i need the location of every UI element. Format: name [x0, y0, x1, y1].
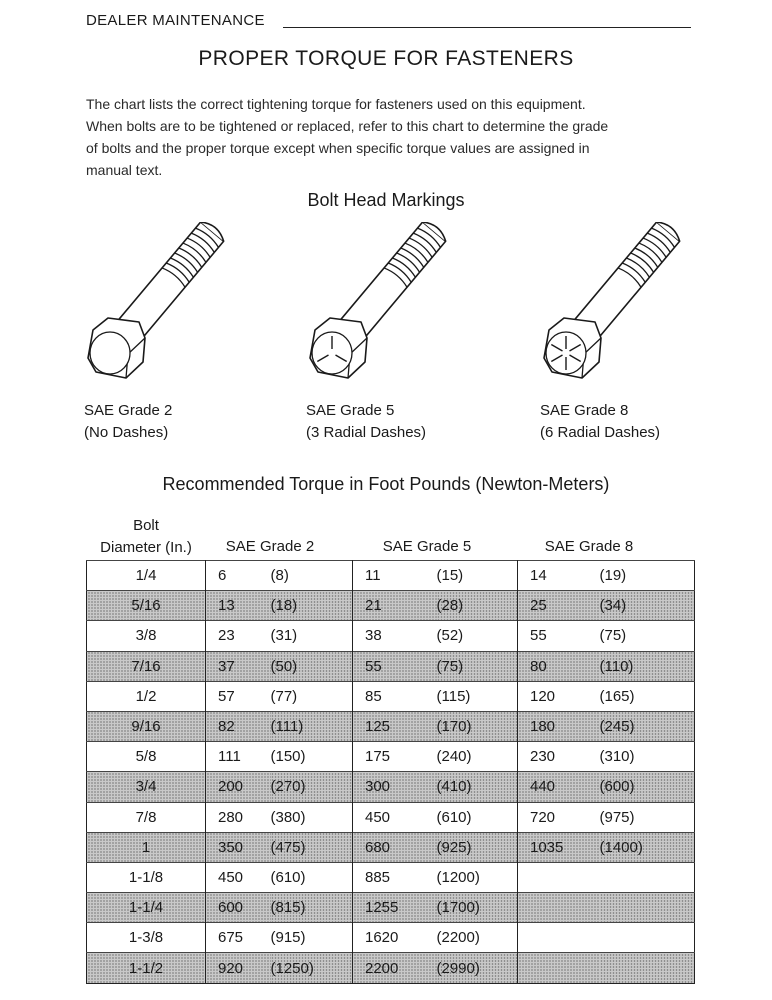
table-row: [87, 893, 695, 923]
grade-2-ftlb-cell: 450: [206, 862, 271, 892]
bolt-grade-5-icon: [306, 222, 506, 397]
intro-line: manual text.: [86, 162, 163, 178]
grade-8-ftlb-cell: 230: [518, 742, 600, 772]
torque-table-body: [87, 561, 695, 984]
intro-line: The chart lists the correct tightening torque for fasteners used on this equipment.: [86, 96, 586, 112]
table-row: [87, 711, 695, 741]
grade-2-nm-cell: (1250): [271, 953, 353, 983]
grade-8-ftlb-cell: 1035: [518, 832, 600, 862]
grade-2-ftlb-cell: 675: [206, 923, 271, 953]
grade-5-nm-cell: (925): [437, 832, 518, 862]
grade-2-nm-cell: (8): [271, 561, 353, 591]
page-header: [86, 12, 691, 34]
grade-8-ftlb-cell: 120: [518, 681, 600, 711]
grade-5-nm-cell: (1700): [437, 893, 518, 923]
grade-5-ftlb-cell: 1255: [353, 893, 437, 923]
table-row: [87, 742, 695, 772]
grade-2-ftlb-cell: 57: [206, 681, 271, 711]
grade-2-nm-cell: (111): [271, 711, 353, 741]
grade-2-ftlb-cell: 280: [206, 802, 271, 832]
table-row: [87, 802, 695, 832]
diameter-cell: 5/16: [87, 591, 206, 621]
grade-5-ftlb-cell: 450: [353, 802, 437, 832]
grade-2-nm-cell: (77): [271, 681, 353, 711]
diameter-cell: 9/16: [87, 711, 206, 741]
grade-5-nm-cell: (28): [437, 591, 518, 621]
bolt-marking-label: (No Dashes): [84, 424, 169, 441]
grade-8-ftlb-cell: 180: [518, 711, 600, 741]
grade-8-nm-cell: (310): [600, 742, 695, 772]
diameter-cell: 1-1/4: [87, 893, 206, 923]
diameter-cell: 1-1/2: [87, 953, 206, 983]
grade-8-ftlb-cell: [518, 953, 600, 983]
table-row: [87, 862, 695, 892]
grade-2-nm-cell: (270): [271, 772, 353, 802]
bolt-grade-label: SAE Grade 2: [84, 402, 173, 419]
grade-8-ftlb-cell: 80: [518, 651, 600, 681]
grade-8-nm-cell: (110): [600, 651, 695, 681]
bolt-grade-8: [540, 222, 740, 444]
grade-2-nm-cell: (31): [271, 621, 353, 651]
grade-2-ftlb-cell: 37: [206, 651, 271, 681]
grade-5-nm-cell: (2200): [437, 923, 518, 953]
grade-8-ftlb-cell: [518, 862, 600, 892]
grade-8-ftlb-cell: 440: [518, 772, 600, 802]
diameter-cell: 1-1/8: [87, 862, 206, 892]
grade-5-nm-cell: (115): [437, 681, 518, 711]
grade-5-nm-cell: (52): [437, 621, 518, 651]
column-header-diameter-line1: Bolt: [133, 517, 159, 534]
grade-2-ftlb-cell: 82: [206, 711, 271, 741]
header-rule: [283, 27, 691, 28]
grade-2-ftlb-cell: 13: [206, 591, 271, 621]
bolt-grade-label: SAE Grade 5: [306, 402, 395, 419]
grade-5-nm-cell: (1200): [437, 862, 518, 892]
diameter-cell: 5/8: [87, 742, 206, 772]
grade-5-ftlb-cell: 38: [353, 621, 437, 651]
grade-8-nm-cell: (34): [600, 591, 695, 621]
grade-2-nm-cell: (475): [271, 832, 353, 862]
intro-line: When bolts are to be tightened or replaced, refer to this chart to determine the grade: [86, 118, 609, 134]
grade-5-ftlb-cell: 300: [353, 772, 437, 802]
bolt-drawing: [88, 222, 227, 378]
grade-8-ftlb-cell: 25: [518, 591, 600, 621]
grade-2-nm-cell: (915): [271, 923, 353, 953]
table-row: [87, 772, 695, 802]
grade-8-ftlb-cell: [518, 923, 600, 953]
table-row: [87, 591, 695, 621]
grade-2-ftlb-cell: 350: [206, 832, 271, 862]
grade-2-ftlb-cell: 200: [206, 772, 271, 802]
bolt-drawing: [544, 222, 683, 378]
grade-5-nm-cell: (75): [437, 651, 518, 681]
grade-5-nm-cell: (15): [437, 561, 518, 591]
bolt-grade-5: [306, 222, 506, 444]
bolt-marking-label: (3 Radial Dashes): [306, 424, 427, 441]
intro-paragraph: [86, 93, 700, 181]
bolt-grade-label: SAE Grade 8: [540, 402, 629, 419]
table-row: [87, 832, 695, 862]
grade-8-nm-cell: [600, 893, 695, 923]
diameter-cell: 3/8: [87, 621, 206, 651]
table-row: [87, 621, 695, 651]
grade-2-nm-cell: (50): [271, 651, 353, 681]
grade-8-nm-cell: [600, 862, 695, 892]
grade-5-ftlb-cell: 85: [353, 681, 437, 711]
bolt-grade-2-icon: [84, 222, 284, 397]
diameter-cell: 1/2: [87, 681, 206, 711]
page-title: PROPER TORQUE FOR FASTENERS: [198, 47, 574, 70]
grade-8-ftlb-cell: 55: [518, 621, 600, 651]
intro-line: of bolts and the proper torque except when specific torque values are assigned in: [86, 140, 590, 156]
torque-table: [86, 560, 695, 984]
grade-8-nm-cell: (245): [600, 711, 695, 741]
bolt-marking-label: (6 Radial Dashes): [540, 424, 661, 441]
grade-8-ftlb-cell: [518, 893, 600, 923]
grade-5-nm-cell: (410): [437, 772, 518, 802]
table-row: [87, 651, 695, 681]
diameter-cell: 1/4: [87, 561, 206, 591]
diameter-cell: 1: [87, 832, 206, 862]
bolt-markings-title: Bolt Head Markings: [307, 190, 465, 210]
grade-5-ftlb-cell: 125: [353, 711, 437, 741]
column-header-grade-8: SAE Grade 8: [544, 538, 634, 555]
diameter-cell: 3/4: [87, 772, 206, 802]
grade-2-nm-cell: (815): [271, 893, 353, 923]
column-header-diameter-line2: Diameter (In.): [100, 539, 192, 556]
grade-2-ftlb-cell: 920: [206, 953, 271, 983]
column-header-grade-5: SAE Grade 5: [382, 538, 472, 555]
grade-2-nm-cell: (150): [271, 742, 353, 772]
grade-2-nm-cell: (18): [271, 591, 353, 621]
grade-2-ftlb-cell: 600: [206, 893, 271, 923]
grade-8-nm-cell: [600, 953, 695, 983]
grade-2-ftlb-cell: 111: [206, 742, 271, 772]
grade-8-ftlb-cell: 14: [518, 561, 600, 591]
grade-5-nm-cell: (610): [437, 802, 518, 832]
table-row: [87, 953, 695, 983]
table-row: [87, 681, 695, 711]
table-row: [87, 561, 695, 591]
grade-5-ftlb-cell: 55: [353, 651, 437, 681]
grade-8-nm-cell: (75): [600, 621, 695, 651]
diameter-cell: 7/16: [87, 651, 206, 681]
grade-5-nm-cell: (2990): [437, 953, 518, 983]
grade-8-nm-cell: [600, 923, 695, 953]
grade-8-nm-cell: (1400): [600, 832, 695, 862]
table-row: [87, 923, 695, 953]
grade-8-nm-cell: (19): [600, 561, 695, 591]
grade-5-nm-cell: (240): [437, 742, 518, 772]
grade-5-nm-cell: (170): [437, 711, 518, 741]
grade-2-nm-cell: (380): [271, 802, 353, 832]
grade-2-ftlb-cell: 23: [206, 621, 271, 651]
grade-5-ftlb-cell: 885: [353, 862, 437, 892]
grade-2-ftlb-cell: 6: [206, 561, 271, 591]
grade-8-ftlb-cell: 720: [518, 802, 600, 832]
bolt-grade-2: [84, 222, 284, 444]
grade-8-nm-cell: (975): [600, 802, 695, 832]
grade-8-nm-cell: (600): [600, 772, 695, 802]
diameter-cell: 7/8: [87, 802, 206, 832]
grade-5-ftlb-cell: 680: [353, 832, 437, 862]
column-header-grade-2: SAE Grade 2: [225, 538, 315, 555]
diameter-cell: 1-3/8: [87, 923, 206, 953]
bolt-drawing: [310, 222, 449, 378]
grade-8-nm-cell: (165): [600, 681, 695, 711]
grade-5-ftlb-cell: 11: [353, 561, 437, 591]
grade-2-nm-cell: (610): [271, 862, 353, 892]
torque-table-title: Recommended Torque in Foot Pounds (Newton-Meters): [162, 474, 610, 494]
grade-5-ftlb-cell: 21: [353, 591, 437, 621]
section-label: DEALER MAINTENANCE: [86, 12, 265, 29]
grade-5-ftlb-cell: 1620: [353, 923, 437, 953]
bolt-grade-8-icon: [540, 222, 740, 397]
grade-5-ftlb-cell: 175: [353, 742, 437, 772]
grade-5-ftlb-cell: 2200: [353, 953, 437, 983]
column-header-diameter: [86, 515, 206, 559]
